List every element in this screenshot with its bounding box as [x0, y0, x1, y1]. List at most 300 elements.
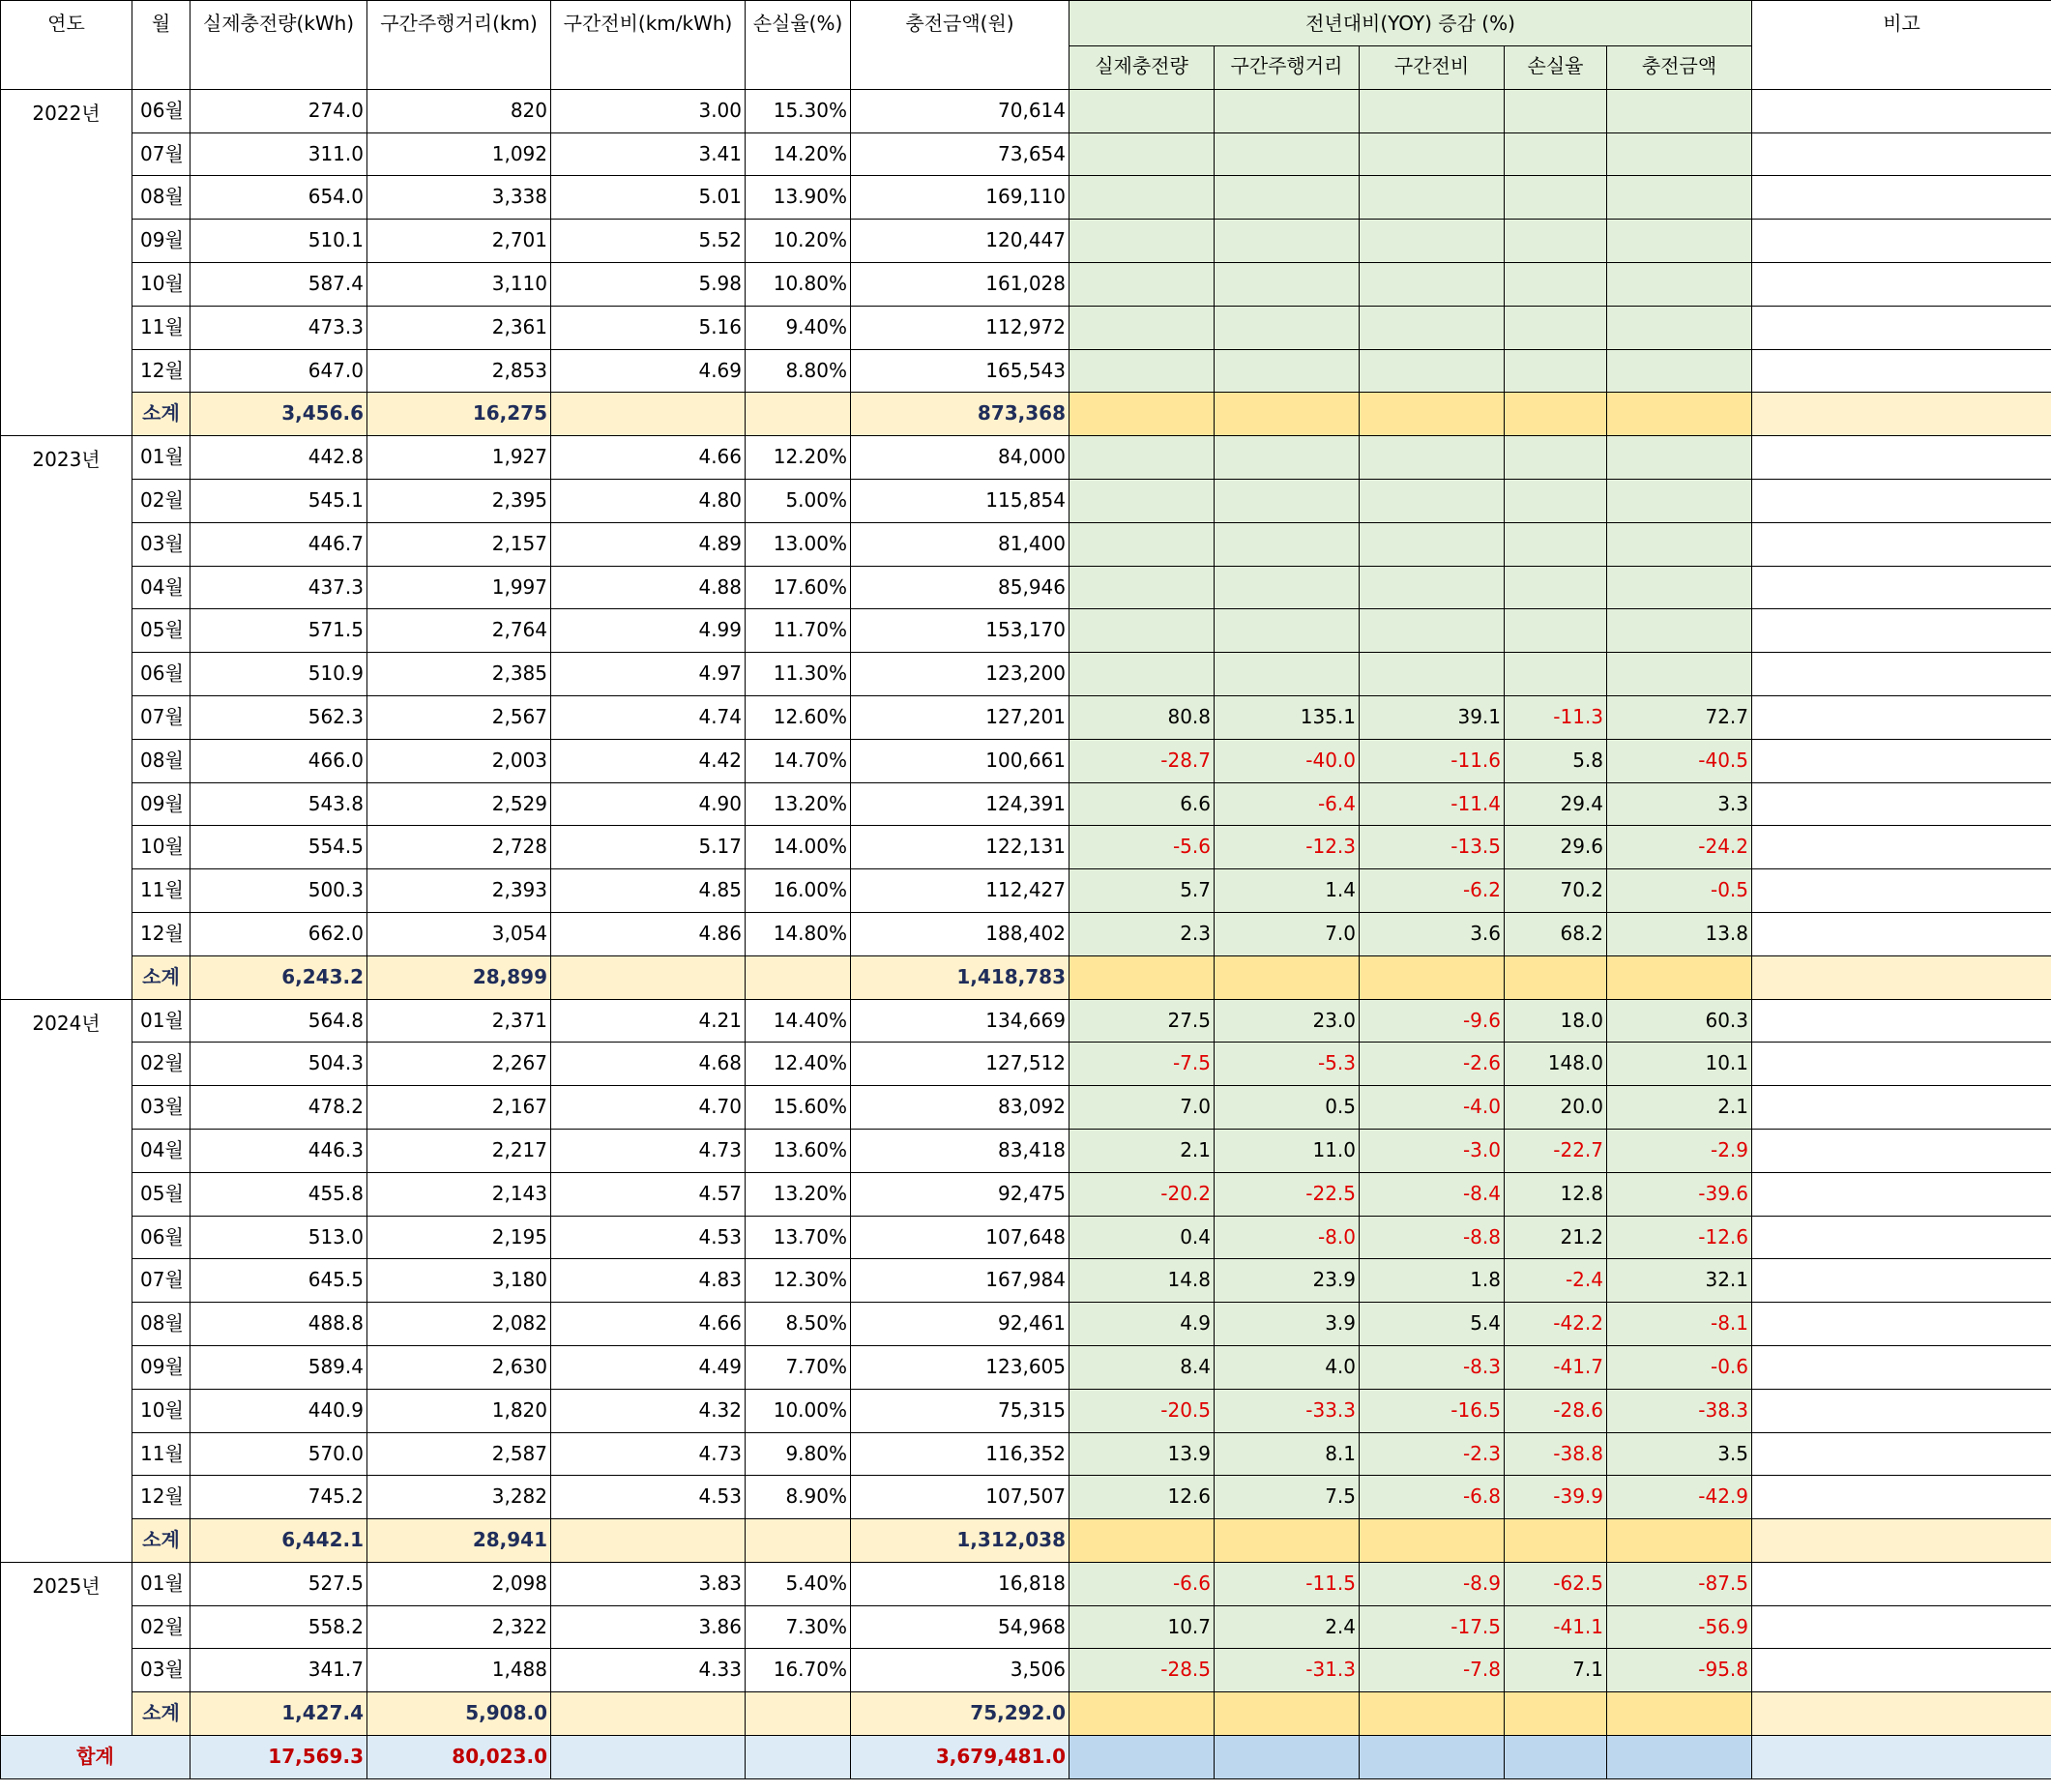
table-row [1, 176, 2051, 220]
yoy-efficiency-cell: -6.8 [1360, 1476, 1505, 1519]
subtotal-efficiency [551, 393, 746, 436]
yoy-distance-cell: 135.1 [1215, 695, 1360, 739]
distance-cell: 2,195 [367, 1216, 551, 1259]
yoy-efficiency-cell [1360, 349, 1505, 393]
yoy-charge-cell [1069, 349, 1215, 393]
yoy-efficiency-cell: -2.3 [1360, 1432, 1505, 1476]
month-cell: 12월 [132, 349, 190, 393]
subtotal-amount: 75,292.0 [851, 1692, 1069, 1736]
note-cell [1752, 869, 2051, 913]
yoy-charge-cell: 8.4 [1069, 1345, 1215, 1389]
loss-cell: 14.40% [746, 999, 851, 1043]
note-cell [1752, 1259, 2051, 1303]
yoy-efficiency-cell [1360, 262, 1505, 306]
efficiency-cell: 4.97 [551, 653, 746, 696]
loss-cell: 5.00% [746, 479, 851, 522]
loss-cell: 11.30% [746, 653, 851, 696]
efficiency-cell: 4.66 [551, 1303, 746, 1346]
table-row [1, 1129, 2051, 1172]
yoy-loss-cell [1505, 89, 1607, 132]
distance-cell: 2,143 [367, 1172, 551, 1216]
yoy-efficiency-cell [1360, 89, 1505, 132]
subtotal-yoy-distance [1215, 1692, 1360, 1736]
yoy-efficiency-cell: -4.0 [1360, 1086, 1505, 1130]
yoy-distance-cell [1215, 89, 1360, 132]
yoy-efficiency-cell [1360, 436, 1505, 480]
subtotal-yoy-amount [1607, 955, 1752, 999]
subtotal-distance: 28,899 [367, 955, 551, 999]
total-charge: 17,569.3 [190, 1736, 367, 1779]
loss-cell: 11.70% [746, 609, 851, 653]
total-yoy-amount [1607, 1736, 1752, 1779]
amount-cell: 134,669 [851, 999, 1069, 1043]
yoy-amount-cell [1607, 132, 1752, 176]
month-cell: 02월 [132, 479, 190, 522]
amount-cell: 92,475 [851, 1172, 1069, 1216]
yoy-efficiency-cell: -9.6 [1360, 999, 1505, 1043]
header-amount: 충전금액(원) [851, 1, 1069, 90]
month-cell: 08월 [132, 739, 190, 782]
month-cell: 03월 [132, 1649, 190, 1692]
yoy-efficiency-cell: -8.4 [1360, 1172, 1505, 1216]
table-row [1, 1389, 2051, 1432]
yoy-distance-cell: -8.0 [1215, 1216, 1360, 1259]
yoy-loss-cell: 148.0 [1505, 1043, 1607, 1086]
yoy-amount-cell: -38.3 [1607, 1389, 1752, 1432]
charge-cell: 446.7 [190, 522, 367, 566]
subtotal-label: 소계 [132, 955, 190, 999]
subtotal-yoy-loss [1505, 1519, 1607, 1563]
note-cell [1752, 1345, 2051, 1389]
table-row [1, 999, 2051, 1043]
yoy-distance-cell [1215, 653, 1360, 696]
total-yoy-efficiency [1360, 1736, 1505, 1779]
month-cell: 12월 [132, 1476, 190, 1519]
amount-cell: 54,968 [851, 1605, 1069, 1649]
yoy-loss-cell: 12.8 [1505, 1172, 1607, 1216]
loss-cell: 14.00% [746, 826, 851, 869]
distance-cell: 2,098 [367, 1562, 551, 1605]
distance-cell: 2,567 [367, 695, 551, 739]
yoy-charge-cell: 5.7 [1069, 869, 1215, 913]
yoy-charge-cell [1069, 566, 1215, 609]
year-cell: 2022년 [1, 89, 132, 435]
month-cell: 10월 [132, 826, 190, 869]
yoy-charge-cell: -7.5 [1069, 1043, 1215, 1086]
month-cell: 06월 [132, 653, 190, 696]
total-note [1752, 1736, 2051, 1779]
total-efficiency [551, 1736, 746, 1779]
month-cell: 08월 [132, 1303, 190, 1346]
yoy-distance-cell [1215, 306, 1360, 349]
yoy-amount-cell [1607, 436, 1752, 480]
subtotal-yoy-amount [1607, 1692, 1752, 1736]
note-cell [1752, 1476, 2051, 1519]
yoy-loss-cell: -28.6 [1505, 1389, 1607, 1432]
note-cell [1752, 653, 2051, 696]
amount-cell: 188,402 [851, 912, 1069, 955]
charge-cell: 645.5 [190, 1259, 367, 1303]
year-cell: 2023년 [1, 436, 132, 999]
subtotal-yoy-charge [1069, 1519, 1215, 1563]
yoy-efficiency-cell: -16.5 [1360, 1389, 1505, 1432]
table-row [1, 1043, 2051, 1086]
yoy-loss-cell [1505, 306, 1607, 349]
yoy-amount-cell: 2.1 [1607, 1086, 1752, 1130]
yoy-amount-cell: -0.5 [1607, 869, 1752, 913]
efficiency-cell: 4.88 [551, 566, 746, 609]
loss-cell: 17.60% [746, 566, 851, 609]
yoy-distance-cell [1215, 132, 1360, 176]
note-cell [1752, 1043, 2051, 1086]
charge-cell: 654.0 [190, 176, 367, 220]
amount-cell: 75,315 [851, 1389, 1069, 1432]
yoy-distance-cell [1215, 479, 1360, 522]
yoy-distance-cell: -40.0 [1215, 739, 1360, 782]
yoy-loss-cell: -42.2 [1505, 1303, 1607, 1346]
yoy-charge-cell: -28.5 [1069, 1649, 1215, 1692]
yoy-charge-cell: -28.7 [1069, 739, 1215, 782]
charge-cell: 478.2 [190, 1086, 367, 1130]
month-cell: 05월 [132, 609, 190, 653]
yoy-amount-cell [1607, 653, 1752, 696]
yoy-distance-cell [1215, 262, 1360, 306]
subtotal-yoy-efficiency [1360, 1519, 1505, 1563]
yoy-distance-cell: 7.5 [1215, 1476, 1360, 1519]
header-yoy-charge: 실제충전량 [1069, 46, 1215, 90]
month-cell: 09월 [132, 220, 190, 263]
table-row [1, 436, 2051, 480]
table-row [1, 479, 2051, 522]
loss-cell: 12.30% [746, 1259, 851, 1303]
yoy-amount-cell: 10.1 [1607, 1043, 1752, 1086]
yoy-efficiency-cell: -8.9 [1360, 1562, 1505, 1605]
table-row [1, 1476, 2051, 1519]
charge-cell: 527.5 [190, 1562, 367, 1605]
charge-cell: 488.8 [190, 1303, 367, 1346]
yoy-amount-cell [1607, 306, 1752, 349]
amount-cell: 107,507 [851, 1476, 1069, 1519]
loss-cell: 7.70% [746, 1345, 851, 1389]
note-cell [1752, 1086, 2051, 1130]
subtotal-loss [746, 955, 851, 999]
subtotal-yoy-charge [1069, 1692, 1215, 1736]
distance-cell: 1,820 [367, 1389, 551, 1432]
yoy-loss-cell: -38.8 [1505, 1432, 1607, 1476]
yoy-loss-cell: 18.0 [1505, 999, 1607, 1043]
yoy-amount-cell: -56.9 [1607, 1605, 1752, 1649]
month-cell: 11월 [132, 869, 190, 913]
subtotal-loss [746, 393, 851, 436]
charge-cell: 545.1 [190, 479, 367, 522]
distance-cell: 2,853 [367, 349, 551, 393]
yoy-amount-cell: 3.3 [1607, 782, 1752, 826]
table-row [1, 739, 2051, 782]
subtotal-note [1752, 1519, 2051, 1563]
subtotal-label: 소계 [132, 1519, 190, 1563]
distance-cell: 2,361 [367, 306, 551, 349]
month-cell: 03월 [132, 522, 190, 566]
yoy-loss-cell [1505, 566, 1607, 609]
month-cell: 07월 [132, 132, 190, 176]
amount-cell: 84,000 [851, 436, 1069, 480]
yoy-charge-cell: 12.6 [1069, 1476, 1215, 1519]
distance-cell: 2,267 [367, 1043, 551, 1086]
total-distance: 80,023.0 [367, 1736, 551, 1779]
distance-cell: 2,701 [367, 220, 551, 263]
distance-cell: 1,092 [367, 132, 551, 176]
loss-cell: 14.20% [746, 132, 851, 176]
table-row [1, 653, 2051, 696]
table-row [1, 132, 2051, 176]
charge-cell: 440.9 [190, 1389, 367, 1432]
note-cell [1752, 609, 2051, 653]
yoy-distance-cell [1215, 436, 1360, 480]
yoy-efficiency-cell: -7.8 [1360, 1649, 1505, 1692]
yoy-loss-cell: 68.2 [1505, 912, 1607, 955]
yoy-charge-cell [1069, 132, 1215, 176]
efficiency-cell: 3.00 [551, 89, 746, 132]
loss-cell: 13.90% [746, 176, 851, 220]
amount-cell: 107,648 [851, 1216, 1069, 1259]
amount-cell: 123,605 [851, 1345, 1069, 1389]
subtotal-row [1, 393, 2051, 436]
yoy-amount-cell [1607, 609, 1752, 653]
subtotal-label: 소계 [132, 393, 190, 436]
note-cell [1752, 132, 2051, 176]
amount-cell: 70,614 [851, 89, 1069, 132]
amount-cell: 167,984 [851, 1259, 1069, 1303]
yoy-loss-cell: -39.9 [1505, 1476, 1607, 1519]
month-cell: 06월 [132, 1216, 190, 1259]
header-loss: 손실율(%) [746, 1, 851, 90]
efficiency-cell: 4.53 [551, 1216, 746, 1259]
note-cell [1752, 1216, 2051, 1259]
note-cell [1752, 739, 2051, 782]
amount-cell: 112,427 [851, 869, 1069, 913]
efficiency-cell: 4.99 [551, 609, 746, 653]
amount-cell: 81,400 [851, 522, 1069, 566]
amount-cell: 123,200 [851, 653, 1069, 696]
total-yoy-charge [1069, 1736, 1215, 1779]
distance-cell: 1,488 [367, 1649, 551, 1692]
loss-cell: 7.30% [746, 1605, 851, 1649]
loss-cell: 12.60% [746, 695, 851, 739]
subtotal-yoy-loss [1505, 1692, 1607, 1736]
note-cell [1752, 479, 2051, 522]
header-row-top [1, 1, 2051, 46]
month-cell: 02월 [132, 1043, 190, 1086]
yoy-efficiency-cell [1360, 306, 1505, 349]
table-row [1, 262, 2051, 306]
amount-cell: 127,201 [851, 695, 1069, 739]
efficiency-cell: 4.53 [551, 1476, 746, 1519]
amount-cell: 73,654 [851, 132, 1069, 176]
yoy-efficiency-cell [1360, 566, 1505, 609]
distance-cell: 3,110 [367, 262, 551, 306]
month-cell: 06월 [132, 89, 190, 132]
yoy-loss-cell [1505, 653, 1607, 696]
yoy-amount-cell: 72.7 [1607, 695, 1752, 739]
efficiency-cell: 3.86 [551, 1605, 746, 1649]
header-year: 연도 [1, 1, 132, 90]
amount-cell: 116,352 [851, 1432, 1069, 1476]
efficiency-cell: 4.49 [551, 1345, 746, 1389]
yoy-charge-cell: -20.5 [1069, 1389, 1215, 1432]
yoy-loss-cell: 7.1 [1505, 1649, 1607, 1692]
yoy-charge-cell: 4.9 [1069, 1303, 1215, 1346]
subtotal-charge: 6,243.2 [190, 955, 367, 999]
month-cell: 01월 [132, 436, 190, 480]
loss-cell: 13.60% [746, 1129, 851, 1172]
amount-cell: 120,447 [851, 220, 1069, 263]
subtotal-distance: 28,941 [367, 1519, 551, 1563]
loss-cell: 8.80% [746, 349, 851, 393]
table-row [1, 89, 2051, 132]
distance-cell: 2,167 [367, 1086, 551, 1130]
yoy-distance-cell: -33.3 [1215, 1389, 1360, 1432]
total-amount: 3,679,481.0 [851, 1736, 1069, 1779]
note-cell [1752, 1605, 2051, 1649]
header-yoy-loss: 손실율 [1505, 46, 1607, 90]
loss-cell: 9.80% [746, 1432, 851, 1476]
note-cell [1752, 349, 2051, 393]
yoy-efficiency-cell: 3.6 [1360, 912, 1505, 955]
table-row [1, 522, 2051, 566]
yoy-amount-cell: -95.8 [1607, 1649, 1752, 1692]
yoy-loss-cell: -41.1 [1505, 1605, 1607, 1649]
yoy-distance-cell: -31.3 [1215, 1649, 1360, 1692]
amount-cell: 3,506 [851, 1649, 1069, 1692]
yoy-efficiency-cell: -8.3 [1360, 1345, 1505, 1389]
efficiency-cell: 4.73 [551, 1432, 746, 1476]
efficiency-cell: 4.69 [551, 349, 746, 393]
header-yoy-distance: 구간주행거리 [1215, 46, 1360, 90]
yoy-loss-cell [1505, 522, 1607, 566]
loss-cell: 9.40% [746, 306, 851, 349]
loss-cell: 14.80% [746, 912, 851, 955]
efficiency-cell: 4.86 [551, 912, 746, 955]
note-cell [1752, 1432, 2051, 1476]
note-cell [1752, 1303, 2051, 1346]
amount-cell: 122,131 [851, 826, 1069, 869]
yoy-charge-cell: 80.8 [1069, 695, 1215, 739]
table-row [1, 1345, 2051, 1389]
yoy-charge-cell [1069, 220, 1215, 263]
yoy-amount-cell [1607, 220, 1752, 263]
yoy-efficiency-cell [1360, 653, 1505, 696]
subtotal-loss [746, 1519, 851, 1563]
distance-cell: 2,630 [367, 1345, 551, 1389]
note-cell [1752, 522, 2051, 566]
yoy-charge-cell: 7.0 [1069, 1086, 1215, 1130]
efficiency-cell: 4.73 [551, 1129, 746, 1172]
header-yoy-efficiency: 구간전비 [1360, 46, 1505, 90]
month-cell: 04월 [132, 1129, 190, 1172]
yoy-charge-cell: 2.1 [1069, 1129, 1215, 1172]
note-cell [1752, 999, 2051, 1043]
yoy-amount-cell: -2.9 [1607, 1129, 1752, 1172]
yoy-charge-cell: 14.8 [1069, 1259, 1215, 1303]
efficiency-cell: 4.74 [551, 695, 746, 739]
distance-cell: 2,217 [367, 1129, 551, 1172]
month-cell: 12월 [132, 912, 190, 955]
month-cell: 01월 [132, 999, 190, 1043]
yoy-charge-cell: 2.3 [1069, 912, 1215, 955]
loss-cell: 10.80% [746, 262, 851, 306]
month-cell: 10월 [132, 1389, 190, 1432]
yoy-loss-cell [1505, 176, 1607, 220]
distance-cell: 3,054 [367, 912, 551, 955]
subtotal-yoy-amount [1607, 393, 1752, 436]
charge-cell: 647.0 [190, 349, 367, 393]
yoy-loss-cell [1505, 479, 1607, 522]
distance-cell: 1,927 [367, 436, 551, 480]
yoy-charge-cell: -6.6 [1069, 1562, 1215, 1605]
charge-cell: 446.3 [190, 1129, 367, 1172]
subtotal-yoy-loss [1505, 955, 1607, 999]
table-row [1, 1432, 2051, 1476]
efficiency-cell: 4.42 [551, 739, 746, 782]
yoy-efficiency-cell: 1.8 [1360, 1259, 1505, 1303]
year-cell: 2024년 [1, 999, 132, 1562]
yoy-distance-cell: 11.0 [1215, 1129, 1360, 1172]
amount-cell: 115,854 [851, 479, 1069, 522]
efficiency-cell: 4.70 [551, 1086, 746, 1130]
note-cell [1752, 262, 2051, 306]
subtotal-yoy-efficiency [1360, 393, 1505, 436]
charge-cell: 513.0 [190, 1216, 367, 1259]
yoy-amount-cell [1607, 176, 1752, 220]
month-cell: 10월 [132, 262, 190, 306]
subtotal-efficiency [551, 955, 746, 999]
subtotal-amount: 1,312,038 [851, 1519, 1069, 1563]
total-label: 합계 [1, 1736, 190, 1779]
yoy-amount-cell [1607, 522, 1752, 566]
yoy-distance-cell [1215, 220, 1360, 263]
charge-cell: 589.4 [190, 1345, 367, 1389]
loss-cell: 8.50% [746, 1303, 851, 1346]
yoy-distance-cell [1215, 566, 1360, 609]
table-row [1, 782, 2051, 826]
amount-cell: 83,092 [851, 1086, 1069, 1130]
yoy-amount-cell: -24.2 [1607, 826, 1752, 869]
distance-cell: 1,997 [367, 566, 551, 609]
charge-cell: 554.5 [190, 826, 367, 869]
distance-cell: 2,587 [367, 1432, 551, 1476]
yoy-amount-cell: -87.5 [1607, 1562, 1752, 1605]
efficiency-cell: 5.01 [551, 176, 746, 220]
amount-cell: 16,818 [851, 1562, 1069, 1605]
distance-cell: 2,728 [367, 826, 551, 869]
note-cell [1752, 782, 2051, 826]
header-month: 월 [132, 1, 190, 90]
yoy-efficiency-cell [1360, 522, 1505, 566]
month-cell: 02월 [132, 1605, 190, 1649]
efficiency-cell: 5.98 [551, 262, 746, 306]
header-note: 비고 [1752, 1, 2051, 90]
yoy-charge-cell [1069, 522, 1215, 566]
subtotal-distance: 5,908.0 [367, 1692, 551, 1736]
note-cell [1752, 1172, 2051, 1216]
efficiency-cell: 5.16 [551, 306, 746, 349]
yoy-charge-cell [1069, 262, 1215, 306]
month-cell: 07월 [132, 1259, 190, 1303]
yoy-efficiency-cell: -13.5 [1360, 826, 1505, 869]
distance-cell: 820 [367, 89, 551, 132]
yoy-charge-cell [1069, 653, 1215, 696]
month-cell: 09월 [132, 1345, 190, 1389]
